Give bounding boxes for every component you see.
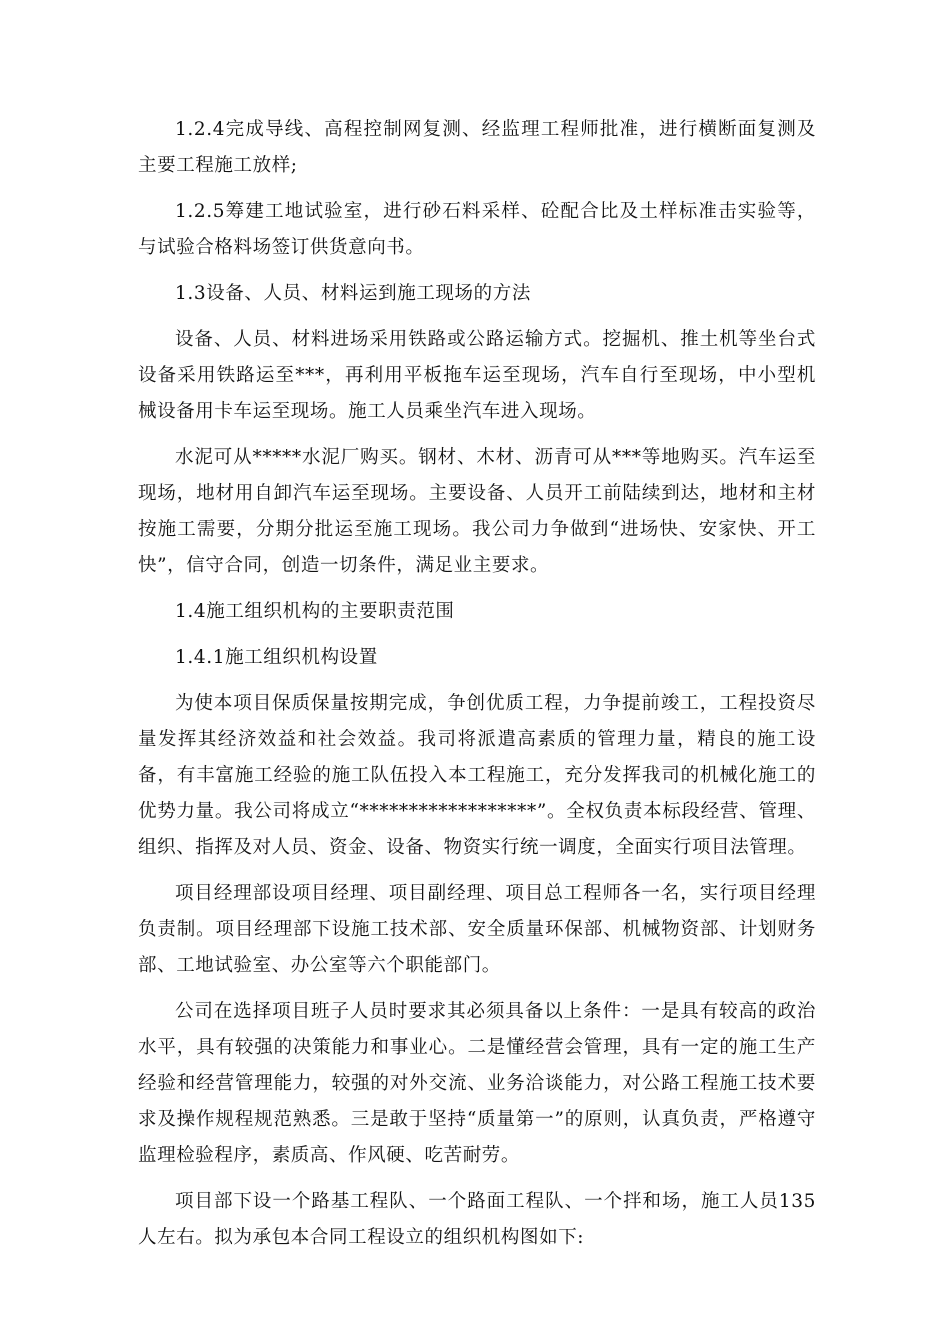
paragraph-work-teams: 项目部下设一个路基工程队、一个路面工程队、一个拌和场，施工人员135人左右。拟为承包本合同工程设立的组织机构图如下: (138, 1191, 816, 1248)
paragraph-staff-requirements: 公司在选择项目班子人员时要求其必须具备以上条件：一是具有较高的政治水平，具有较强的决策能力和事业心。二是懂经营会管理，具有一定的施工生产经验和经营管理能力，较强的对外交流、业务洽谈能力，对公路工程施工技术要求及操作规程规范熟悉。三是敢于坚持“质量第一”的原则，认真负责，严格遵守监理检验程序，素质高、作风硬、吃苦耐劳。 (138, 1001, 816, 1166)
paragraph-project-department: 项目经理部设项目经理、项目副经理、项目总工程师各一名，实行项目经理负责制。项目经理部下设施工技术部、安全质量环保部、机械物资部、计划财务部、工地试验室、办公室等六个职能部门。 (138, 883, 816, 976)
section-heading-1-4: 1.4施工组织机构的主要职责范围 (175, 601, 455, 622)
document-body (138, 112, 816, 1266)
paragraph-project-goals: 为使本项目保质保量按期完成，争创优质工程，力争提前竣工，工程投资尽量发挥其经济效益和社会效益。我司将派遣高素质的管理力量，精良的施工设备，有丰富施工经验的施工队伍投入本工程施工，充分发挥我司的机械化施工的优势力量。我公司将成立“******************”。全权负责本标段经营、管理、组织、指挥及对人员、资金、设备、物资实行统一调度，全面实行项目法管理。 (138, 693, 816, 858)
paragraph-1-2-4: 1.2.4完成导线、高程控制网复测、经监理工程师批准，进行横断面复测及主要工程施工放样; (138, 119, 816, 176)
paragraph-1-2-5: 1.2.5筹建工地试验室，进行砂石料采样、砼配合比及土样标准击实验等，与试验合格料场签订供货意向书。 (138, 201, 816, 258)
paragraph-materials-purchase: 水泥可从*****水泥厂购买。钢材、木材、沥青可从***等地购买。汽车运至现场，地材用自卸汽车运至现场。主要设备、人员开工前陆续到达，地材和主材按施工需要，分期分批运至施工现场。我公司力争做到“进场快、安家快、开工快”，信守合同，创造一切条件，满足业主要求。 (138, 447, 816, 576)
section-heading-1-3: 1.3设备、人员、材料运到施工现场的方法 (175, 283, 531, 304)
section-heading-1-4-1: 1.4.1施工组织机构设置 (175, 647, 378, 668)
paragraph-transport-method: 设备、人员、材料进场采用铁路或公路运输方式。挖掘机、推土机等坐台式设备采用铁路运至***，再利用平板拖车运至现场，汽车自行至现场，中小型机械设备用卡车运至现场。施工人员乘坐汽车进入现场。 (138, 329, 816, 422)
